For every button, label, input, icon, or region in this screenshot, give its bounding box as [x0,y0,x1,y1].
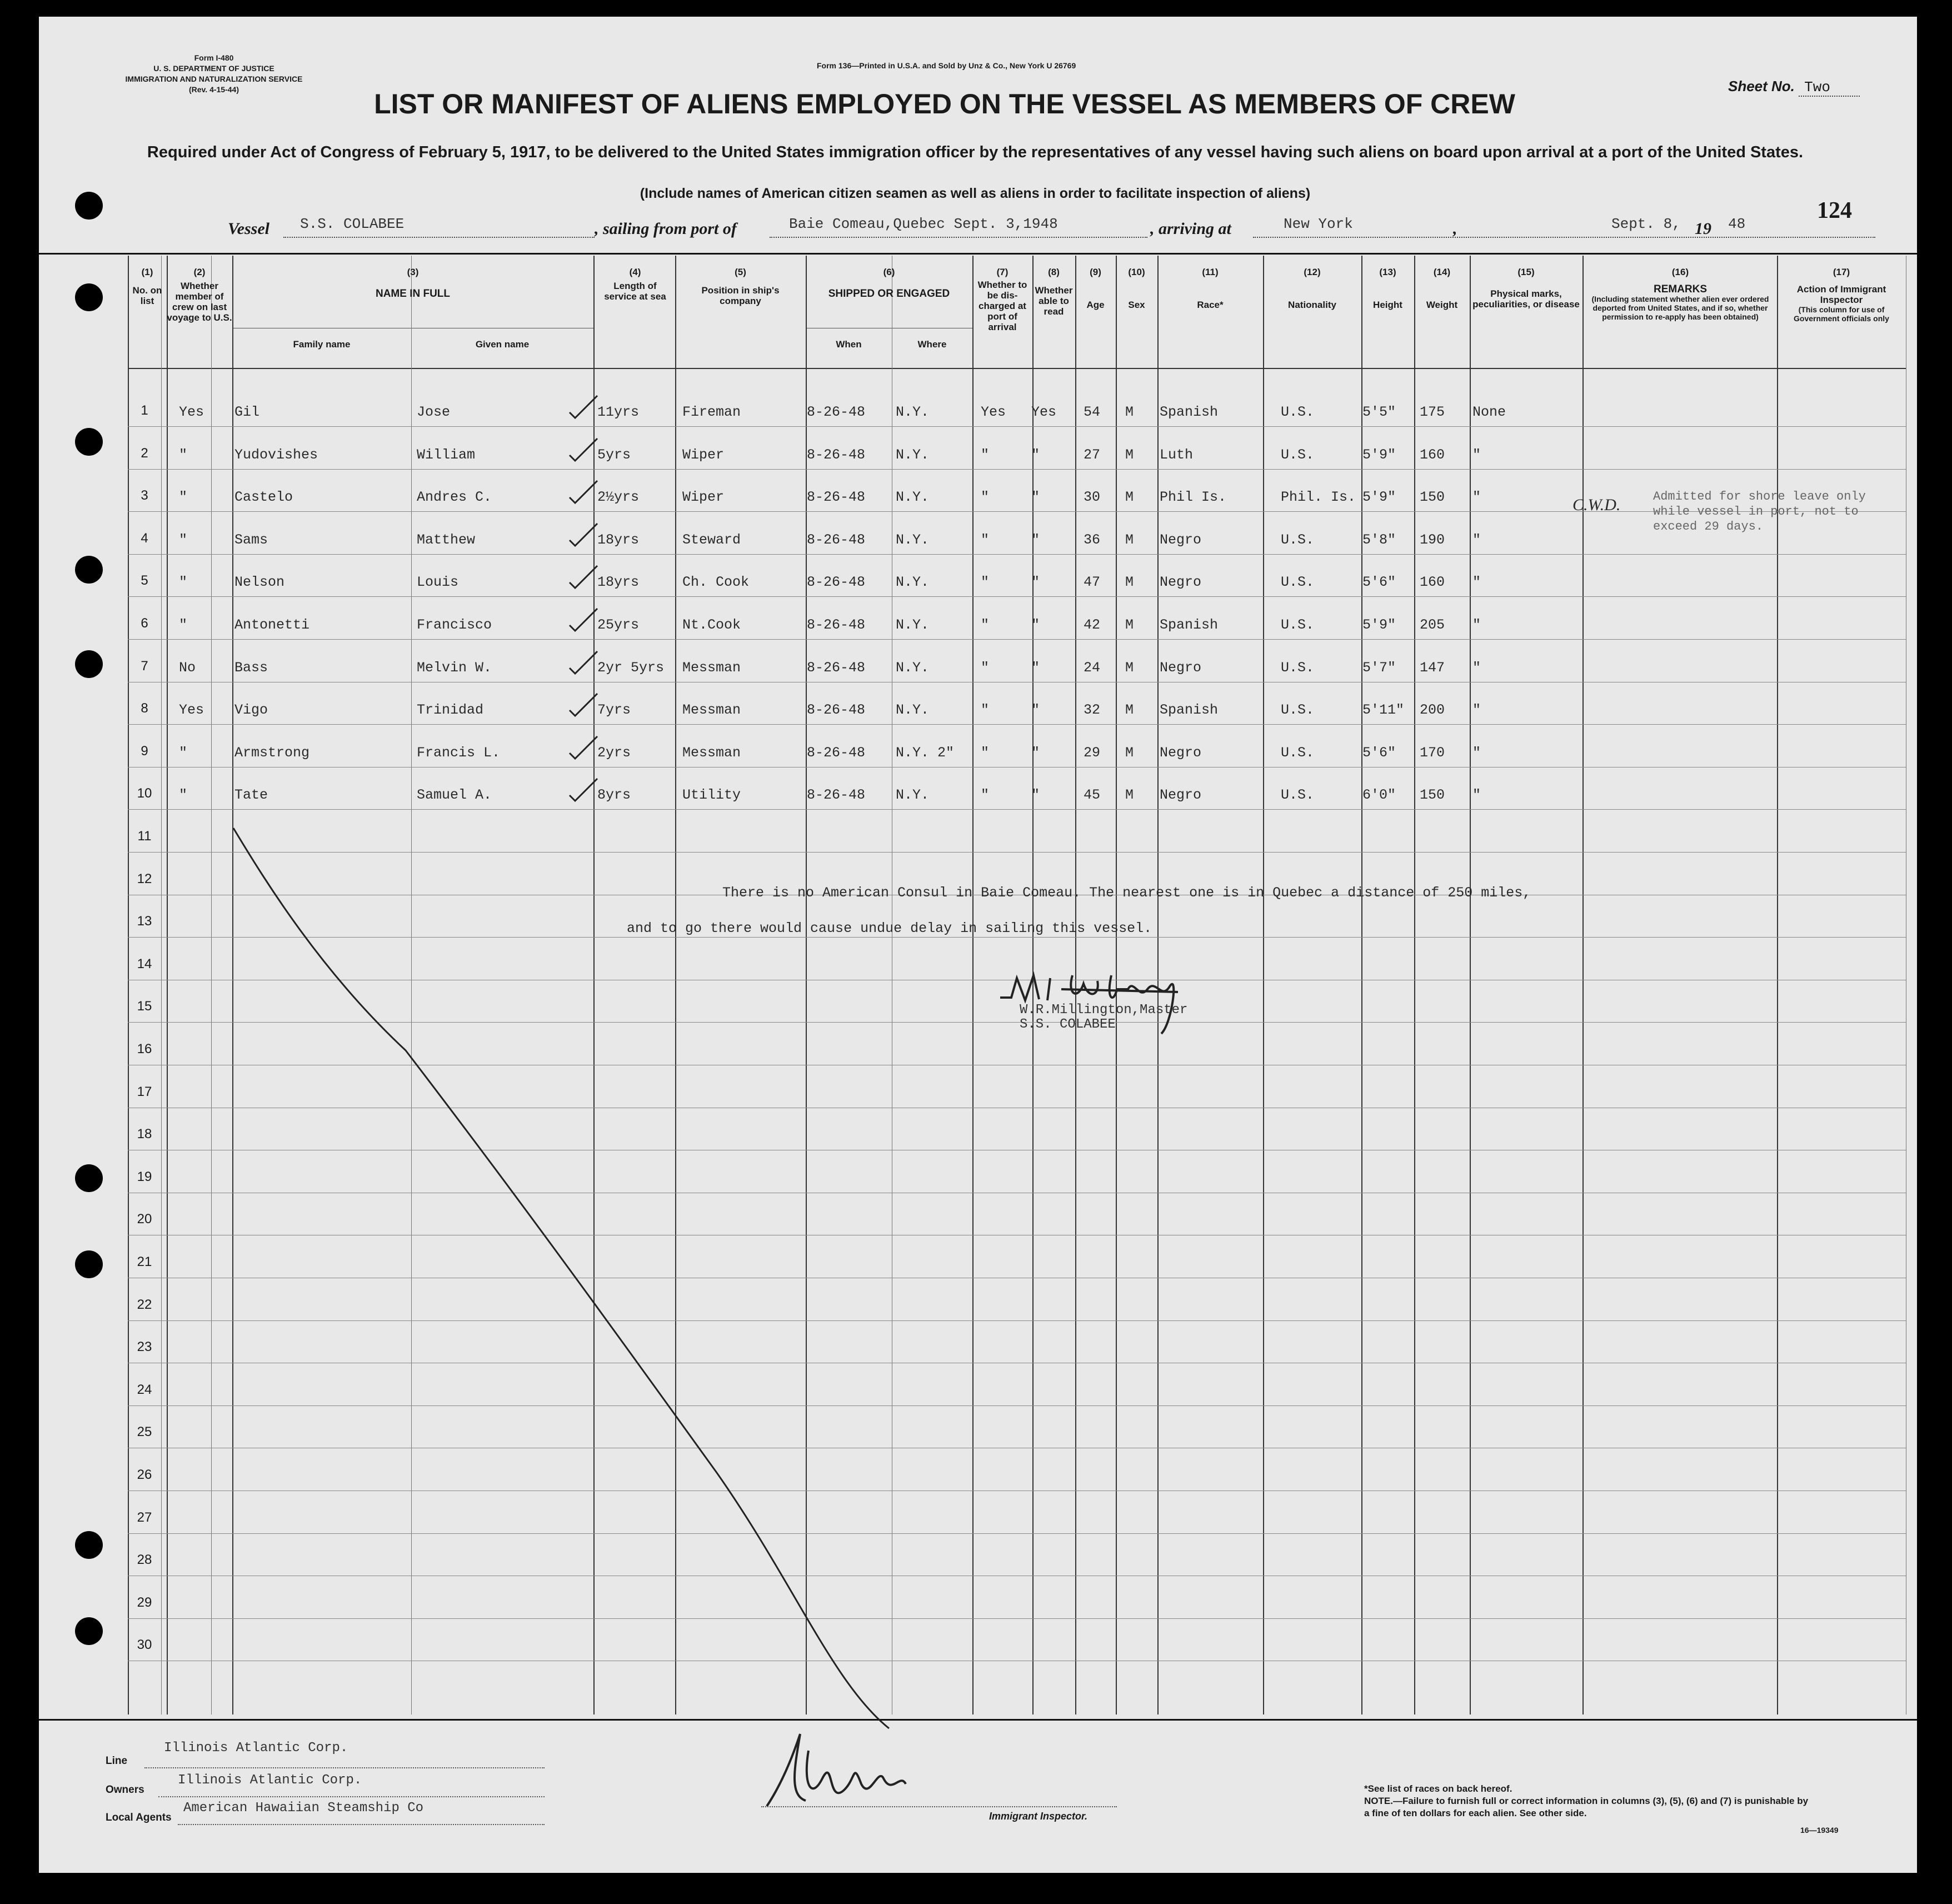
shipped-where-header: Where [917,339,947,350]
crew-marks: " [1472,702,1481,719]
crew-position: Messman [682,659,741,676]
family-name-header: Family name [293,339,351,350]
crew-height: 5'9" [1362,446,1396,463]
row-number: 23 [137,1339,152,1355]
row-number: 20 [137,1212,152,1227]
row-number: 26 [137,1467,152,1482]
crew-height: 5'9" [1362,617,1396,633]
owners-label: Owners [106,1784,144,1796]
row-rule [128,469,1906,470]
crew-marks: " [1472,617,1481,633]
crew-race: Phil Is. [1160,489,1227,506]
crew-sex: M [1125,659,1134,676]
crew-read: " [1031,446,1040,463]
crew-when: 8-26-48 [807,787,866,804]
dotted-rule [1253,237,1875,238]
crew-when: 8-26-48 [807,489,866,506]
col-8-header: (8) Whether able to read [1035,267,1073,317]
row-number: 7 [141,658,148,674]
crew-race: Negro [1160,659,1202,676]
crew-age: 27 [1084,446,1101,463]
crew-discharged: " [981,744,990,761]
check-mark [567,776,600,804]
crew-family: Yudovishes [234,446,318,463]
crew-height: 5'8" [1362,531,1396,548]
crew-age: 24 [1084,659,1101,676]
col-12-header: (12) Nationality [1288,267,1336,310]
crew-family: Antonetti [234,617,310,633]
row-number: 4 [141,530,148,546]
crew-given: Francisco [417,617,492,633]
crew-when: 8-26-48 [807,744,866,761]
crew-service: 11yrs [597,404,640,420]
crew-discharged: " [981,659,990,676]
crew-discharged: " [981,446,990,463]
crew-discharged: Yes [981,404,1006,420]
crew-age: 36 [1084,531,1101,548]
crew-read: " [1031,531,1040,548]
year-prefix: 19 [1695,220,1711,238]
crew-age: 30 [1084,489,1101,506]
crew-marks: " [1472,659,1481,676]
vessel-name: S.S. COLABEE [300,216,405,232]
crew-read: " [1031,744,1040,761]
inspector-label: Immigrant Inspector. [989,1811,1088,1822]
row-number: 2 [141,445,148,461]
given-name-header: Given name [475,339,530,350]
crew-weight: 205 [1420,617,1445,633]
agents-label: Local Agents [106,1812,172,1823]
arrival-year: 48 [1728,216,1746,232]
col-4-header: (4) Length of service at sea [604,267,666,302]
crew-position: Ch. Cook [682,574,750,591]
crew-age: 45 [1084,787,1101,804]
crew-prev: " [179,489,188,506]
crew-prev: Yes [179,702,204,719]
crew-family: Gil [234,404,260,420]
sailing-port: Baie Comeau,Quebec Sept. 3,1948 [789,216,1058,232]
crew-age: 42 [1084,617,1101,633]
crew-nationality: U.S. [1281,744,1315,761]
crew-position: Utility [682,787,741,804]
row-number: 16 [137,1041,152,1056]
col-1-header: (1) No. on list [132,267,162,306]
sheet-number: Sheet No. Two [1728,78,1860,97]
crew-nationality: U.S. [1281,617,1315,633]
crew-family: Armstrong [234,744,310,761]
crew-nationality: U.S. [1281,659,1315,676]
crew-discharged: " [981,787,990,804]
check-mark [567,436,600,463]
shipped-when-header: When [836,339,862,350]
row-number: 22 [137,1297,152,1312]
crew-age: 32 [1084,702,1101,719]
row-rule [128,639,1906,640]
header-rule [128,368,1906,369]
check-mark [567,521,600,549]
crew-sex: M [1125,531,1134,548]
crew-prev: Yes [179,404,204,420]
row-number: 17 [137,1084,152,1099]
row-number: 30 [137,1637,152,1653]
crew-family: Bass [234,659,268,676]
crew-when: 8-26-48 [807,404,866,420]
row-number: 13 [137,914,152,929]
row-number: 6 [141,616,148,631]
remarks-note: Admitted for shore leave only while vessel in port, not to exceed 29 days. [1653,490,1866,534]
crew-where: N.Y. [896,489,930,506]
crew-prev: " [179,574,188,591]
crew-weight: 150 [1420,489,1445,506]
row-rule [128,809,1906,810]
crew-where: N.Y. [896,702,930,719]
crew-where: N.Y. [896,531,930,548]
crew-when: 8-26-48 [807,446,866,463]
crew-read: " [1031,489,1040,506]
consul-note-continued: and to go there would cause undue delay in sailing this vessel. [627,920,1152,936]
line-value: Illinois Atlantic Corp. [164,1741,348,1756]
crew-sex: M [1125,617,1134,633]
check-mark [567,563,600,591]
row-number: 12 [137,871,152,886]
col-10-header: (10) Sex [1128,267,1145,310]
crew-nationality: U.S. [1281,446,1315,463]
crew-race: Spanish [1160,702,1219,719]
col-14-header: (14) Weight [1426,267,1458,310]
crew-race: Negro [1160,531,1202,548]
crew-when: 8-26-48 [807,659,866,676]
crew-marks: " [1472,574,1481,591]
crew-weight: 147 [1420,659,1445,676]
crew-service: 2yr 5yrs [597,659,665,676]
crew-prev: " [179,531,188,548]
row-number: 1 [141,403,148,418]
crew-where: N.Y. [896,574,930,591]
col-17-header: (17) Action of Immigrant Inspector (This column for use of Government officials only [1794,267,1889,323]
row-rule [128,596,1906,597]
row-number: 27 [137,1509,152,1525]
crew-position: Messman [682,744,741,761]
col-7-header: (7) Whether to be dis-charged at port of arrival [977,267,1027,332]
crew-marks: " [1472,446,1481,463]
check-mark [567,691,600,719]
row-number: 19 [137,1169,152,1184]
crew-service: 18yrs [597,531,640,548]
crew-marks: " [1472,744,1481,761]
arrival-port: New York [1284,216,1353,232]
crew-weight: 200 [1420,702,1445,719]
crew-sex: M [1125,702,1134,719]
crew-prev: " [179,446,188,463]
crew-nationality: U.S. [1281,787,1315,804]
crew-when: 8-26-48 [807,617,866,633]
crew-given: Jose [417,404,451,420]
crew-given: Louis [417,574,459,591]
crew-race: Negro [1160,787,1202,804]
crew-discharged: " [981,617,990,633]
crew-given: Andres C. [417,489,492,506]
crew-height: 5'7" [1362,659,1396,676]
row-number: 9 [141,743,148,759]
crew-given: Samuel A. [417,787,492,804]
crew-when: 8-26-48 [807,574,866,591]
crew-sex: M [1125,787,1134,804]
crew-family: Sams [234,531,268,548]
crew-where: N.Y. [896,659,930,676]
check-mark [567,478,600,506]
form-identifier: Form I-480 U. S. DEPARTMENT OF JUSTICE IMMIGRATION AND NATURALIZATION SERVICE (Rev. 4-15-44) [125,53,303,94]
form-code: 16—19349 [1800,1826,1839,1835]
crew-prev: " [179,787,188,804]
row-number: 3 [141,488,148,504]
crew-weight: 190 [1420,531,1445,548]
row-number: 15 [137,999,152,1014]
dotted-rule [283,237,595,238]
crew-read: Yes [1031,404,1057,420]
crew-weight: 175 [1420,404,1445,420]
crew-sex: M [1125,446,1134,463]
crew-weight: 170 [1420,744,1445,761]
crew-where: N.Y. [896,446,930,463]
crew-service: 8yrs [597,787,631,804]
check-mark [567,734,600,761]
col-15-header: (15) Physical marks, peculiarities, or disease [1472,267,1580,310]
crew-service: 2yrs [597,744,631,761]
row-number: 18 [137,1127,152,1142]
crew-discharged: " [981,574,990,591]
row-rule [128,724,1906,725]
consul-note: There is no American Consul in Baie Comeau. The nearest one is in Quebec a distance of 250 miles, [722,885,1531,901]
crew-age: 29 [1084,744,1101,761]
check-mark [567,393,600,421]
penalty-note: *See list of races on back hereof. NOTE.—Failure to furnish full or correct information in columns (3), (5), (6) and (7) is punishable by a fine of ten dollars for each alien. See other side. [1364,1783,1809,1818]
row-rule [128,554,1906,555]
arrival-date: Sept. 8, [1611,216,1681,232]
crew-race: Negro [1160,574,1202,591]
crew-height: 5'11" [1362,702,1405,719]
col-9-header: (9) Age [1086,267,1105,310]
crew-race: Spanish [1160,404,1219,420]
crew-position: Wiper [682,489,725,506]
crew-weight: 150 [1420,787,1445,804]
crew-nationality: Phil. Is. [1281,489,1356,506]
crew-sex: M [1125,744,1134,761]
row-number: 5 [141,573,148,589]
crew-sex: M [1125,404,1134,420]
crew-race: Spanish [1160,617,1219,633]
sailing-label: , sailing from port of [595,220,737,238]
page-subtitle: Required under Act of Congress of February 5, 1917, to be delivered to the United States immigration officer by the representatives of any vessel having such aliens on board upon arrival at a port of the United States. [147,143,1804,161]
col-16-header: (16) REMARKS (Including statement whether alien ever ordered deported from United States, and if so, whether permission to re-apply has been obtained) [1591,267,1769,321]
crew-where: N.Y. [896,787,930,804]
crew-nationality: U.S. [1281,702,1315,719]
row-rule [128,511,1906,512]
crew-service: 5yrs [597,446,631,463]
crew-given: William [417,446,476,463]
inspector-signature [756,1717,956,1812]
crew-position: Fireman [682,404,741,420]
printer-line: Form 136—Printed in U.S.A. and Sold by Unz & Co., New York U 26769 [817,61,1076,70]
crew-service: 25yrs [597,617,640,633]
crew-prev: " [179,744,188,761]
cancel-stroke [222,817,900,1734]
row-number: 28 [137,1552,152,1568]
row-number: 11 [137,829,152,844]
crew-where: N.Y. [896,617,930,633]
col-3-header: (3) NAME IN FULL [375,267,451,300]
dotted-rule [770,237,1147,238]
crew-when: 8-26-48 [807,702,866,719]
crew-age: 47 [1084,574,1101,591]
crew-read: " [1031,702,1040,719]
col-5-header: (5) Position in ship's company [701,267,780,306]
crew-position: Steward [682,531,741,548]
crew-marks: None [1472,404,1506,420]
row-rule [128,426,1906,427]
crew-nationality: U.S. [1281,531,1315,548]
arriving-label: , arriving at [1150,220,1231,238]
crew-weight: 160 [1420,446,1445,463]
row-number: 10 [137,786,152,801]
master-name: W.R.Millington,Master S.S. COLABEE [1020,1003,1188,1032]
remark-initials: C.W.D. [1572,496,1621,514]
col-6-header: (6) SHIPPED OR ENGAGED [828,267,950,300]
crew-prev: No [179,659,196,676]
crew-family: Vigo [234,702,268,719]
crew-service: 2½yrs [597,489,640,506]
crew-position: Wiper [682,446,725,463]
check-mark [567,606,600,634]
punch-hole [75,192,103,220]
agents-value: American Hawaiian Steamship Co [183,1801,424,1816]
crew-marks: " [1472,531,1481,548]
crew-marks: " [1472,489,1481,506]
col-11-header: (11) Race* [1197,267,1224,310]
vessel-label: Vessel [228,220,269,238]
row-number: 25 [137,1424,152,1440]
crew-read: " [1031,617,1040,633]
owners-value: Illinois Atlantic Corp. [178,1773,362,1788]
crew-where: N.Y. 2" [896,744,955,761]
crew-discharged: " [981,531,990,548]
row-number: 24 [137,1382,152,1397]
crew-given: Francis L. [417,744,501,761]
row-number: 8 [141,701,148,716]
crew-position: Messman [682,702,741,719]
row-number: 14 [137,956,152,971]
include-note: (Include names of American citizen seamen as well as aliens in order to facilitate inspection of aliens) [640,186,1311,201]
row-number: 29 [137,1594,152,1610]
crew-sex: M [1125,489,1134,506]
page-number: 124 [1817,198,1852,223]
crew-read: " [1031,574,1040,591]
crew-service: 18yrs [597,574,640,591]
crew-height: 5'6" [1362,574,1396,591]
crew-position: Nt.Cook [682,617,741,633]
crew-height: 5'6" [1362,744,1396,761]
crew-race: Negro [1160,744,1202,761]
crew-given: Trinidad [417,702,484,719]
crew-nationality: U.S. [1281,574,1315,591]
crew-discharged: " [981,489,990,506]
crew-where: N.Y. [896,404,930,420]
crew-given: Matthew [417,531,476,548]
crew-given: Melvin W. [417,659,492,676]
crew-sex: M [1125,574,1134,591]
crew-age: 54 [1084,404,1101,420]
crew-race: Luth [1160,446,1194,463]
crew-weight: 160 [1420,574,1445,591]
crew-marks: " [1472,787,1481,804]
crew-read: " [1031,659,1040,676]
line-label: Line [106,1755,128,1767]
crew-family: Castelo [234,489,293,506]
check-mark [567,649,600,676]
crew-height: 5'5" [1362,404,1396,420]
crew-height: 5'9" [1362,489,1396,506]
crew-prev: " [179,617,188,633]
crew-height: 6'0" [1362,787,1396,804]
crew-read: " [1031,787,1040,804]
crew-discharged: " [981,702,990,719]
crew-service: 7yrs [597,702,631,719]
crew-family: Nelson [234,574,285,591]
crew-nationality: U.S. [1281,404,1315,420]
crew-when: 8-26-48 [807,531,866,548]
col-2-header: (2) Whether member of crew on last voyage to U.S. [167,267,232,323]
page-title: LIST OR MANIFEST OF ALIENS EMPLOYED ON THE VESSEL AS MEMBERS OF CREW [374,88,1515,119]
row-number: 21 [137,1254,152,1269]
crew-family: Tate [234,787,268,804]
col-13-header: (13) Height [1373,267,1402,310]
